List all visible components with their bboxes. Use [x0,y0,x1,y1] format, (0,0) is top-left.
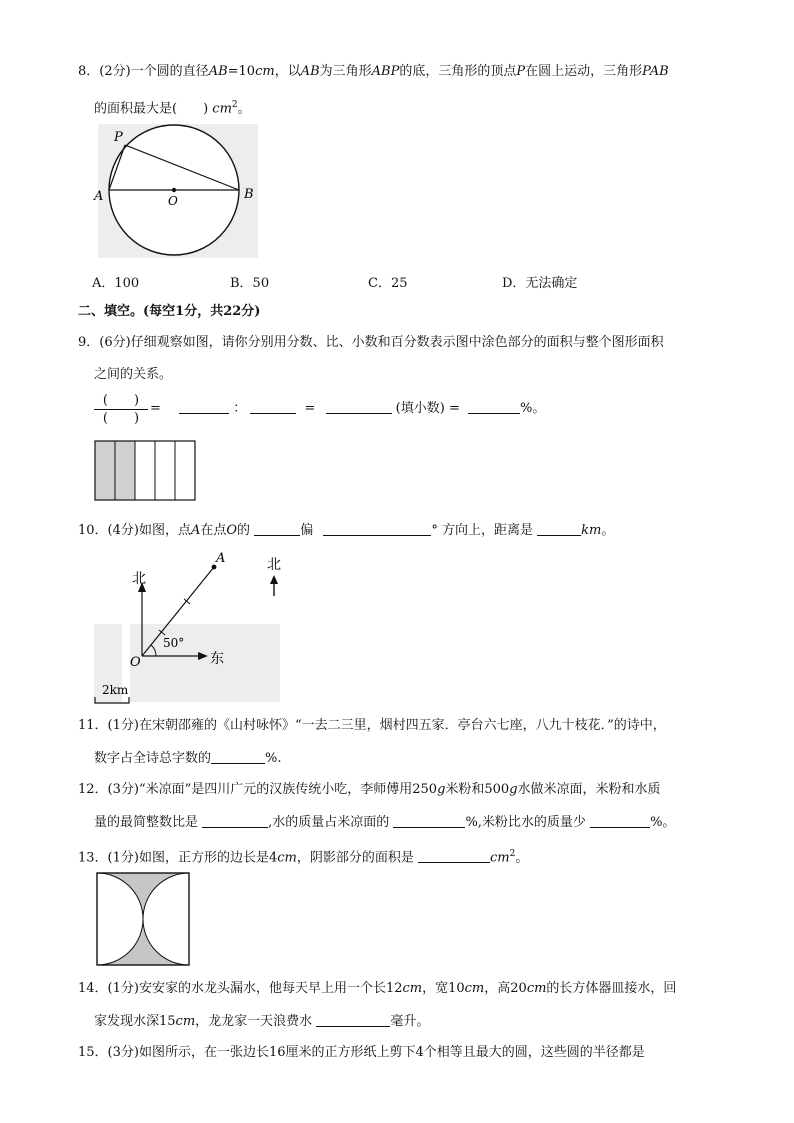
blank-decimal[interactable] [326,399,392,414]
blank-ratio-1[interactable] [179,399,229,414]
q12-line1: 12．(3分)“米凉面”是四川广元的汉族传统小吃，李师傅用250g米粉和500g水做米凉面，米粉和水质 [78,782,661,797]
blank-direction[interactable] [254,521,300,536]
blank-less-percent[interactable] [590,813,650,828]
q9-line2: 之间的关系。 [94,367,173,382]
q8-option-a: A．100 [92,276,140,291]
q13-square-figure [96,872,192,968]
fraction-numerator: ( ) [94,392,148,410]
q12-line2: 量的最简整数比是 ,水的质量占米凉面的 %,米粉比水的质量少 %。 [94,815,676,830]
q9-fraction [94,392,148,427]
label-o: O [130,655,141,670]
blank-distance[interactable] [537,521,581,536]
section-heading: 二、填空。(每空1分，共22分) [78,304,261,319]
q14-line1: 14．(1分)安安家的水龙头漏水，他每天早上用一个长12cm，宽10cm，高20cm的长方体器皿接水，回 [78,981,677,996]
scale-label: 2km [102,683,129,697]
q8-circle-figure [92,124,262,264]
blank-volume[interactable] [316,1012,390,1027]
label-east: 东 [210,651,224,667]
q9-answer-row: = ： = (填小数) = %。 [150,401,546,416]
q8-option-c: C．25 [368,276,408,291]
label-b: B [244,187,254,202]
blank-ratio[interactable] [202,813,268,828]
blank-area[interactable] [418,848,490,863]
blank-percent[interactable] [468,399,520,414]
q14-line2: 家发现水深15cm，龙龙家一天浪费水 毫升。 [94,1014,430,1029]
q8-option-d: D．无法确定 [502,276,578,291]
north-legend-label: 北 [267,557,281,573]
label-p: P [114,130,123,145]
label-a: A [94,189,104,204]
q8-line2: 的面积最大是( ) $cm^2$。 [94,100,251,117]
q9-line1: 9．(6分)仔细观察如图，请你分别用分数、比、小数和百分数表示图中涂色部分的面积与整个图形面积 [78,335,664,350]
blank-percent[interactable] [211,749,265,764]
label-angle: 50° [163,636,185,650]
blank-ratio-2[interactable] [250,399,296,414]
label-o: O [168,194,178,208]
fraction-denominator: ( ) [102,411,140,426]
q10-direction-figure [92,546,292,706]
q15-line1: 15．(3分)如图所示，在一张边长16厘米的正方形纸上剪下4个相等且最大的圆，这些圆的半径都是 [78,1045,645,1060]
q10-line1: 10．(4分)如图，点A在点O的 偏 ° 方向上，距离是 km。 [78,523,615,538]
blank-water-percent[interactable] [393,813,465,828]
q8-line1: 8．(2分)一个圆的直径AB=10cm，以AB为三角形ABP的底，三角形的顶点P在圆上运动，三角形PAB [78,64,669,79]
label-north: 北 [132,571,146,587]
blank-degree[interactable] [323,521,431,536]
q11-line2: 数字占全诗总字数的 %. [94,751,282,766]
center-point-o [172,188,176,192]
north-legend-arrow-icon [270,575,278,584]
q8-option-b: B．50 [230,276,270,291]
q11-line1: 11．(1分)在宋朝邵雍的《山村咏怀》“一去二三里，烟村四五家．亭台六七座，八九十枝花．”的诗中， [78,718,666,733]
label-a: A [216,551,226,566]
q13-line1: 13．(1分)如图，正方形的边长是4cm，阴影部分的面积是 $cm^2$。 [78,849,529,866]
q9-shaded-rectangles [94,440,198,502]
